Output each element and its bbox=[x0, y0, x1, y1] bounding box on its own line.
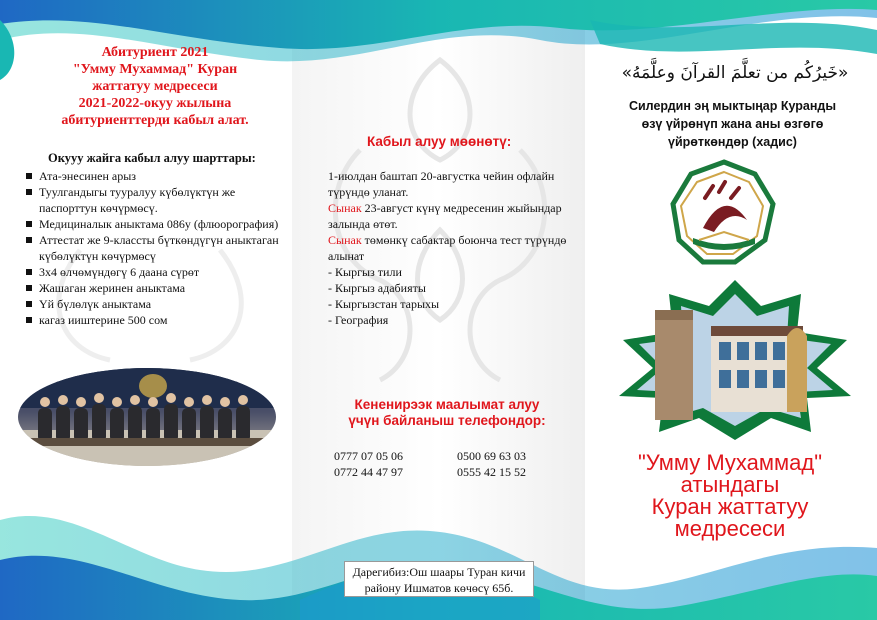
hadith-line: Силердин эң мыктыңар Куранды bbox=[628, 99, 837, 113]
phone-column bbox=[334, 448, 403, 480]
exam-date-text: 23-август күнү медресенин жыйындар залында өтөт. bbox=[328, 201, 562, 231]
exam-label: Сынак bbox=[328, 233, 362, 247]
subject-item: - Кыргызстан тарыхы bbox=[328, 297, 440, 311]
subject-item: - География bbox=[328, 313, 389, 327]
subject-item: - Кыргыз адабияты bbox=[328, 281, 426, 295]
madrasa-title-line: медресеси bbox=[674, 516, 786, 541]
middle-panel bbox=[292, 0, 585, 620]
right-panel bbox=[585, 0, 877, 620]
list-item: Жашаган жеринен аныктама bbox=[26, 280, 286, 296]
list-item: Ата-энесинен арыз bbox=[26, 168, 286, 184]
hadith-line: үйрөткөндөр (хадис) bbox=[668, 135, 797, 149]
list-item: 3х4 өлчөмүндөгү 6 даана сүрөт bbox=[26, 264, 286, 280]
contact-heading bbox=[337, 397, 557, 429]
hadith-line: өзү үйрөнүп жана аны өзгөгө bbox=[641, 117, 824, 131]
admission-text bbox=[328, 168, 568, 328]
subject-item: - Кыргыз тили bbox=[328, 265, 402, 279]
hadith-translation bbox=[605, 97, 860, 151]
list-item: Медициналык аныктама 086у (флюорография) bbox=[26, 216, 286, 232]
phone-number: 0555 42 15 52 bbox=[457, 465, 526, 479]
address-line: району Ишматов көчөсү 65б. bbox=[364, 581, 514, 595]
contact-heading-line: үчүн байланыш телефондор: bbox=[348, 413, 546, 428]
exam-format-text: төмөнкү сабактар боюнча тест түрүндө алынат bbox=[328, 233, 567, 263]
phone-number: 0777 07 05 06 bbox=[334, 449, 403, 463]
contact-heading-line: Кененирээк маалымат алуу bbox=[354, 397, 540, 412]
admission-period: 1-июлдан баштап 20-августка чейин офлайн түрүндө уланат. bbox=[328, 169, 555, 199]
list-item: Туулгандыгы тууралуу күбөлүктүн же паспорттун көчүрмөсү. bbox=[26, 184, 286, 216]
address-line: Дарегибиз:Ош шаары Туран кичи bbox=[352, 565, 526, 579]
madrasa-title bbox=[600, 452, 860, 540]
announcement-title-line: Абитуриент 2021 bbox=[101, 45, 209, 60]
exam-label: Сынак bbox=[328, 201, 362, 215]
phone-number: 0772 44 47 97 bbox=[334, 465, 403, 479]
address-box bbox=[344, 561, 534, 597]
announcement-title bbox=[40, 44, 270, 129]
exam-format bbox=[328, 232, 568, 264]
list-item: Аттестат же 9-классты бүткөндүгүн аныктаган күбөлүктүн көчүрмөсү bbox=[26, 232, 286, 264]
requirements-heading: Окууу жайга кабыл алуу шарттары: bbox=[48, 151, 256, 165]
madrasa-title-line: Куран жаттатуу bbox=[651, 494, 809, 519]
exam-date bbox=[328, 200, 568, 232]
quran-madrasa-logo-icon bbox=[669, 158, 779, 266]
arabic-hadith: «خَيرُكُم من تعلَّمَ القرآنَ وعلَّمَهُ» bbox=[621, 63, 849, 83]
announcement-title-line: абитуриенттерди кабыл алат. bbox=[61, 113, 249, 128]
announcement-title-line: жаттатуу медресеси bbox=[92, 79, 218, 94]
announcement-title-line: "Умму Мухаммад" Куран bbox=[72, 62, 238, 77]
list-item: Үй бүлөлүк аныктама bbox=[26, 296, 286, 312]
admission-heading: Кабыл алуу мөөнөтү: bbox=[367, 134, 512, 149]
requirements-list bbox=[26, 168, 286, 328]
phone-column bbox=[457, 448, 526, 480]
list-item: кагаз ииштерине 500 сом bbox=[26, 312, 286, 328]
group-photo bbox=[18, 368, 276, 466]
madrasa-building-photo bbox=[611, 280, 859, 440]
madrasa-title-line: "Умму Мухаммад" bbox=[637, 450, 823, 475]
phone-number: 0500 69 63 03 bbox=[457, 449, 526, 463]
left-panel bbox=[0, 0, 292, 620]
madrasa-title-line: атындагы bbox=[680, 472, 780, 497]
announcement-title-line: 2021-2022-окуу жылына bbox=[78, 96, 232, 111]
